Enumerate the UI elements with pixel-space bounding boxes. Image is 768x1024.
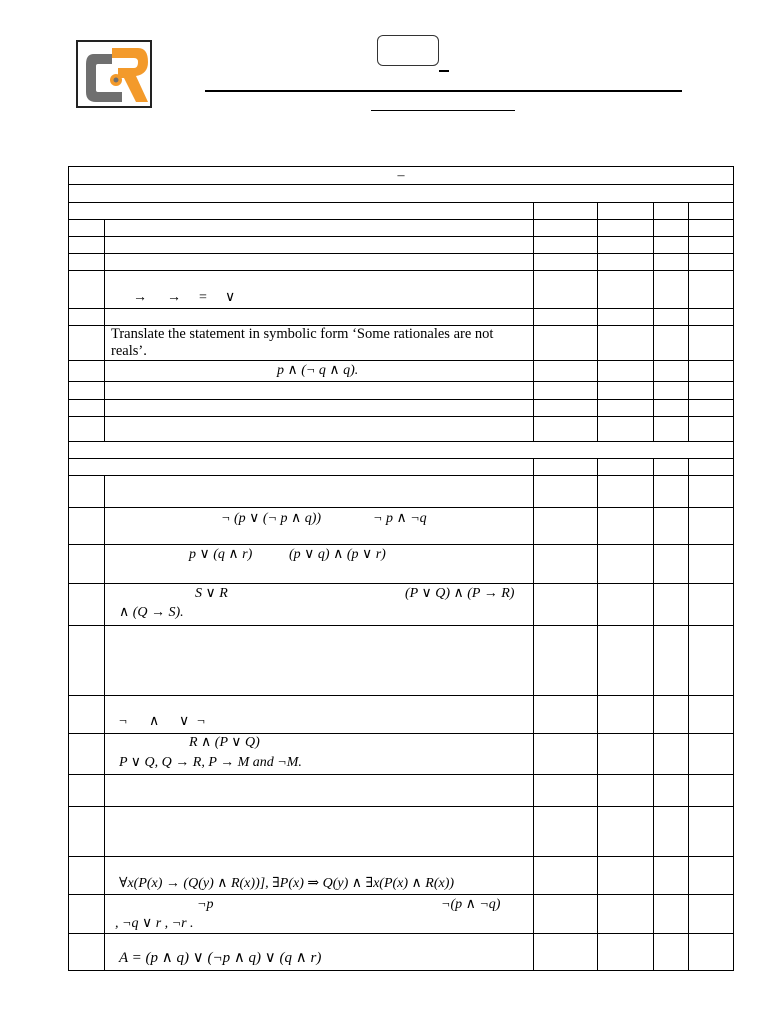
- table-row: p ∨ (q ∧ r) (p ∨ q) ∧ (p ∨ r): [69, 545, 734, 584]
- table-row: ¬ (p ∨ (¬ p ∧ q)) ¬ p ∧ ¬q: [69, 508, 734, 545]
- paper-code-box: [377, 35, 439, 66]
- translate-question: Translate the statement in symbolic form ‘Some rationales are not reals’.: [105, 326, 534, 361]
- table-row: [69, 309, 734, 326]
- table-row: [69, 254, 734, 271]
- section-b-subheading: [69, 459, 534, 476]
- table-row: p ∧ (¬ q ∧ q).: [69, 361, 734, 382]
- table-row: ∀x(P(x) → (Q(y) ∧ R(x))], ∃P(x) ⇒ Q(y) ∧ ∃x(P(x) ∧ R(x)): [69, 857, 734, 895]
- table-row: [69, 775, 734, 807]
- code-dash: [439, 70, 449, 72]
- table-row: [69, 400, 734, 417]
- table-row: [69, 417, 734, 442]
- logo-mark-icon: [82, 44, 148, 106]
- table-row: [69, 807, 734, 857]
- table-row: A = (p ∧ q) ∨ (¬p ∧ q) ∨ (q ∧ r): [69, 934, 734, 971]
- table-row: ¬p ¬(p ∧ ¬q) , ¬q ∨ r , ¬r .: [69, 895, 734, 934]
- table-row: [69, 382, 734, 400]
- table-row: [69, 476, 734, 508]
- table-row: [69, 220, 734, 237]
- question-table: [68, 166, 734, 971]
- section-b-heading: [69, 442, 734, 459]
- table-row: R ∧ (P ∨ Q) P ∨ Q, Q → R, P → M and ¬M.: [69, 734, 734, 775]
- table-row: [69, 326, 734, 361]
- table-title: –: [69, 167, 734, 185]
- logo: [76, 40, 152, 108]
- table-row: [69, 237, 734, 254]
- section-a-subheading: [69, 203, 534, 220]
- table-row: [69, 626, 734, 696]
- header-rule: [205, 90, 682, 92]
- table-row: ¬ ∧ ∨ ¬: [69, 696, 734, 734]
- section-a-heading: [69, 185, 734, 203]
- table-row: → → = ∨: [69, 271, 734, 309]
- table-row: S ∨ R (P ∨ Q) ∧ (P → R) ∧ (Q → S).: [69, 584, 734, 626]
- header-subrule: [371, 110, 515, 111]
